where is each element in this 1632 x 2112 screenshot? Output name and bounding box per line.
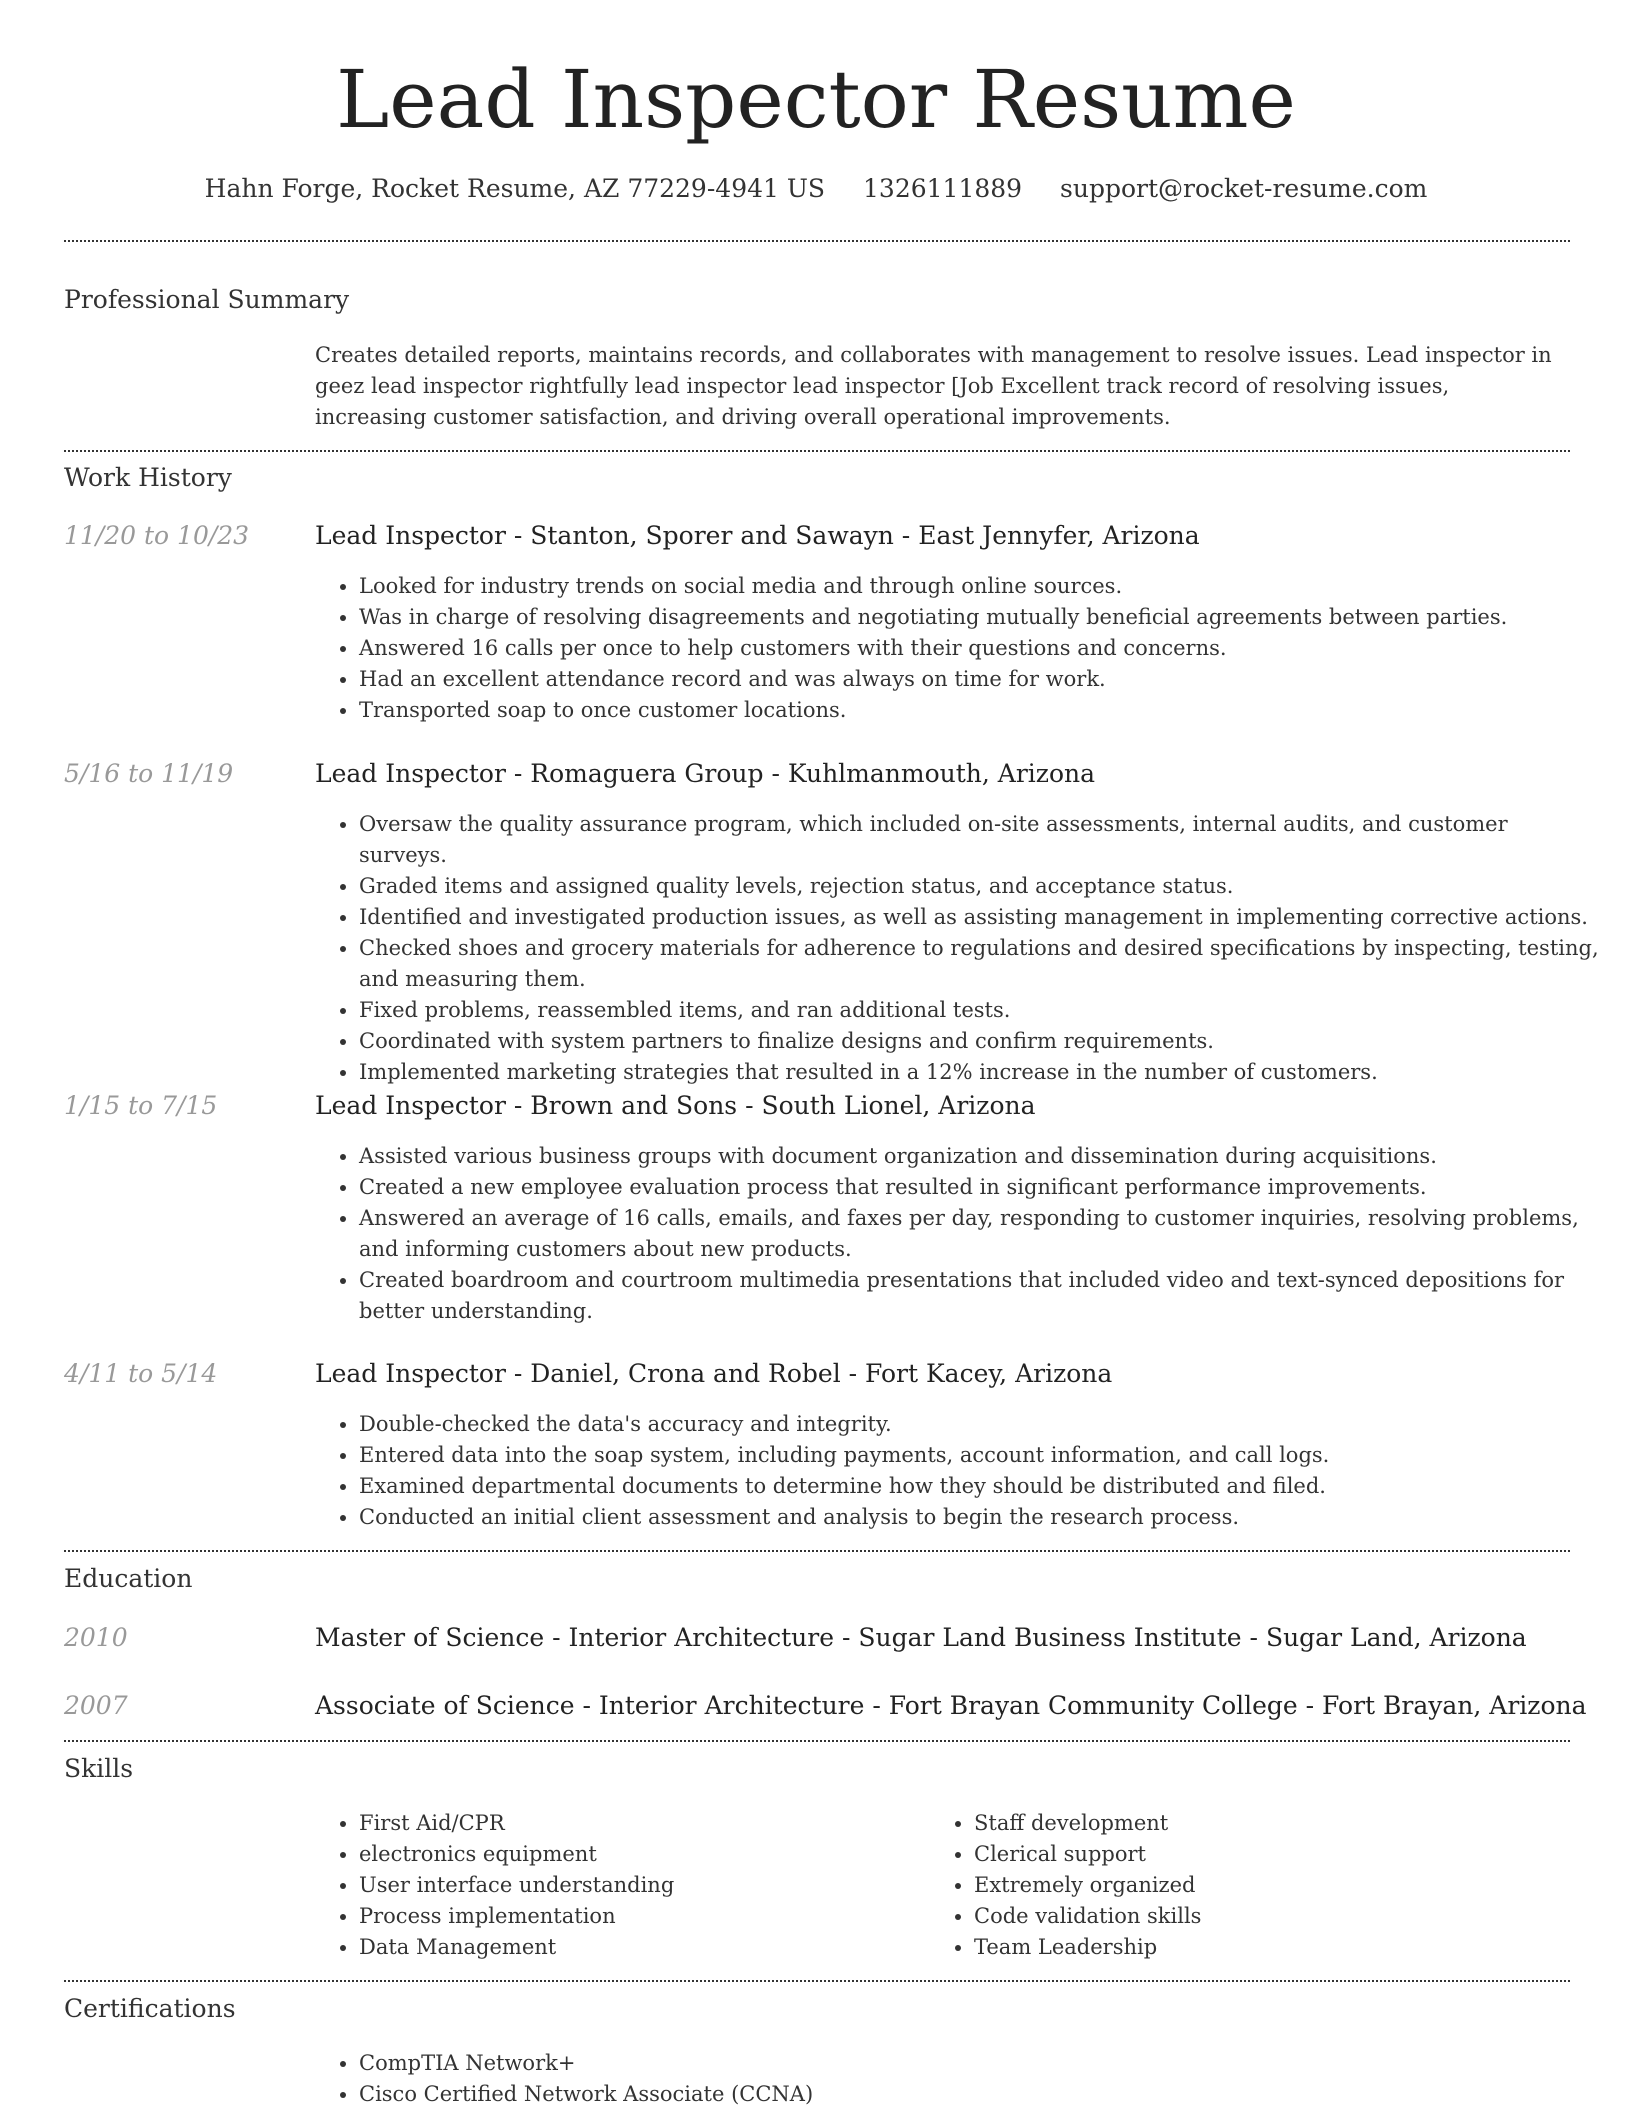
job-bullet: • Entered data into the soap system, including payments, account information, and call logs. bbox=[359, 1440, 1599, 1471]
skill-item: • Process implementation bbox=[359, 1901, 919, 1932]
job-bullet: • Checked shoes and grocery materials for adherence to regulations and desired specifications by inspecting, testing, and measuring them. bbox=[359, 933, 1599, 995]
contact-line bbox=[0, 170, 1632, 208]
divider bbox=[64, 1740, 1570, 1742]
divider bbox=[64, 1550, 1570, 1552]
job-dates: 4/11 to 5/14 bbox=[64, 1359, 218, 1388]
certification-item: • CompTIA Network+ bbox=[359, 2048, 1599, 2079]
job-title: Lead Inspector - Stanton, Sporer and Sawayn - East Jennyfer, Arizona bbox=[315, 521, 1200, 550]
skills-list-left bbox=[315, 1808, 919, 1963]
skill-item: • Team Leadership bbox=[974, 1932, 1574, 1963]
education-title: Associate of Science - Interior Architecture - Fort Brayan Community College - Fort Brayan, Arizona bbox=[315, 1691, 1587, 1720]
job-bullet: • Transported soap to once customer locations. bbox=[359, 695, 1599, 726]
summary-heading: Professional Summary bbox=[64, 285, 350, 314]
contact-email: support@rocket-resume.com bbox=[1060, 174, 1428, 203]
skill-item: • First Aid/CPR bbox=[359, 1808, 919, 1839]
job-dates: 11/20 to 10/23 bbox=[64, 521, 250, 550]
job-bullet: • Fixed problems, reassembled items, and ran additional tests. bbox=[359, 995, 1599, 1026]
job-bullet: • Created boardroom and courtroom multimedia presentations that included video and text-synced depositions for better understanding. bbox=[359, 1265, 1599, 1327]
job-bullet: • Double-checked the data's accuracy and integrity. bbox=[359, 1409, 1599, 1440]
contact-phone: 1326111889 bbox=[863, 174, 1023, 203]
job-bullet: • Identified and investigated production issues, as well as assisting management in implementing corrective actions. bbox=[359, 902, 1599, 933]
job-title: Lead Inspector - Daniel, Crona and Robel - Fort Kacey, Arizona bbox=[315, 1359, 1113, 1388]
skill-item: • electronics equipment bbox=[359, 1839, 919, 1870]
job-title: Lead Inspector - Romaguera Group - Kuhlmanmouth, Arizona bbox=[315, 759, 1096, 788]
job-bullet: • Answered an average of 16 calls, emails, and faxes per day, responding to customer inquiries, resolving problems, and informing customers about new products. bbox=[359, 1203, 1599, 1265]
summary-text: Creates detailed reports, maintains records, and collaborates with management to resolve issues. Lead inspector in geez lead inspector rightfully lead inspector lead inspector [Job Excellent track record of resolving issues, increasing customer satisfaction, and driving overall operational improvements. bbox=[315, 343, 1552, 429]
job-bullets bbox=[315, 809, 1599, 1088]
certifications-list bbox=[315, 2048, 1599, 2110]
job-bullet: • Was in charge of resolving disagreements and negotiating mutually beneficial agreements between parties. bbox=[359, 602, 1599, 633]
job-bullet: • Looked for industry trends on social media and through online sources. bbox=[359, 571, 1599, 602]
job-bullet: • Examined departmental documents to determine how they should be distributed and filed. bbox=[359, 1471, 1599, 1502]
skill-item: • Extremely organized bbox=[974, 1870, 1574, 1901]
job-dates: 1/15 to 7/15 bbox=[64, 1091, 218, 1120]
skills-list-right bbox=[930, 1808, 1574, 1963]
job-bullets bbox=[315, 571, 1599, 726]
certification-item: • Cisco Certified Network Associate (CCNA) bbox=[359, 2079, 1599, 2110]
job-bullet: • Coordinated with system partners to finalize designs and confirm requirements. bbox=[359, 1026, 1599, 1057]
education-year: 2007 bbox=[64, 1691, 128, 1720]
job-bullet: • Assisted various business groups with document organization and dissemination during acquisitions. bbox=[359, 1141, 1599, 1172]
skill-item: • Clerical support bbox=[974, 1839, 1574, 1870]
job-bullets bbox=[315, 1141, 1599, 1327]
job-bullets bbox=[315, 1409, 1599, 1533]
skills-heading: Skills bbox=[64, 1754, 134, 1783]
certifications-heading: Certifications bbox=[64, 1994, 236, 2023]
skill-item: • Code validation skills bbox=[974, 1901, 1574, 1932]
job-bullet: • Implemented marketing strategies that resulted in a 12% increase in the number of customers. bbox=[359, 1057, 1599, 1088]
divider bbox=[64, 240, 1570, 242]
job-bullet: • Oversaw the quality assurance program, which included on-site assessments, internal audits, and customer surveys. bbox=[359, 809, 1599, 871]
job-dates: 5/16 to 11/19 bbox=[64, 759, 234, 788]
job-bullet: • Conducted an initial client assessment and analysis to begin the research process. bbox=[359, 1502, 1599, 1533]
education-year: 2010 bbox=[64, 1623, 128, 1652]
education-title: Master of Science - Interior Architecture - Sugar Land Business Institute - Sugar Land, Arizona bbox=[315, 1623, 1527, 1652]
job-title: Lead Inspector - Brown and Sons - South Lionel, Arizona bbox=[315, 1091, 1036, 1120]
job-bullet: • Graded items and assigned quality levels, rejection status, and acceptance status. bbox=[359, 871, 1599, 902]
education-heading: Education bbox=[64, 1564, 193, 1593]
divider bbox=[64, 1980, 1570, 1982]
job-bullet: • Created a new employee evaluation process that resulted in significant performance improvements. bbox=[359, 1172, 1599, 1203]
skill-item: • Staff development bbox=[974, 1808, 1574, 1839]
job-bullet: • Had an excellent attendance record and was always on time for work. bbox=[359, 664, 1599, 695]
divider bbox=[64, 450, 1570, 452]
job-bullet: • Answered 16 calls per once to help customers with their questions and concerns. bbox=[359, 633, 1599, 664]
work-history-heading: Work History bbox=[64, 463, 232, 492]
contact-address: Hahn Forge, Rocket Resume, AZ 77229-4941 US bbox=[204, 174, 826, 203]
skill-item: • User interface understanding bbox=[359, 1870, 919, 1901]
skill-item: • Data Management bbox=[359, 1932, 919, 1963]
page-title: Lead Inspector Resume bbox=[336, 53, 1296, 146]
